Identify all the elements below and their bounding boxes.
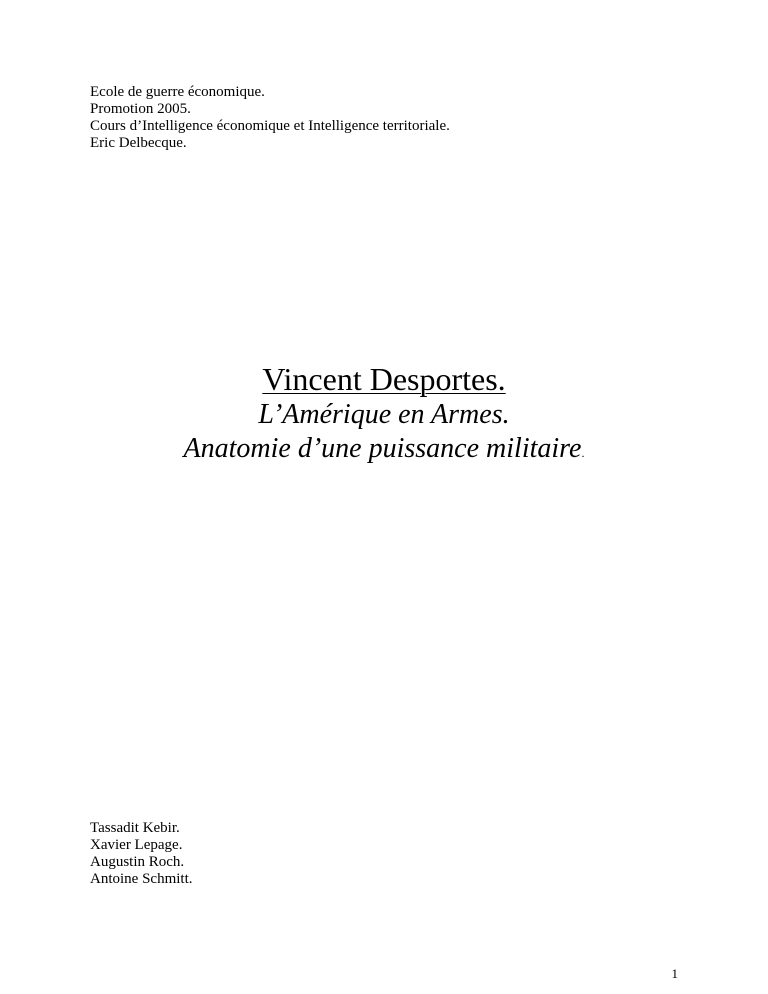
- page-number: 1: [671, 966, 678, 981]
- student-author: Tassadit Kebir.: [90, 820, 180, 836]
- promotion-year: Promotion 2005.: [90, 101, 191, 117]
- book-subtitle-period: .: [581, 446, 585, 460]
- student-author: Augustin Roch.: [90, 854, 185, 870]
- authors-block: [90, 820, 193, 888]
- student-author: Xavier Lepage.: [90, 837, 183, 853]
- course-name: Cours d’Intelligence économique et Intelligence territoriale.: [90, 118, 450, 134]
- header-block: [90, 84, 450, 152]
- school-name: Ecole de guerre économique.: [90, 84, 265, 100]
- instructor-name: Eric Delbecque.: [90, 135, 187, 151]
- book-subtitle-text: Anatomie d’une puissance militaire: [183, 433, 582, 464]
- book-title: L’Amérique en Armes.: [258, 399, 510, 430]
- title-block: [0, 360, 768, 470]
- student-author: Antoine Schmitt.: [90, 871, 193, 887]
- book-subtitle: [0, 432, 768, 470]
- book-author: Vincent Desportes.: [262, 361, 506, 397]
